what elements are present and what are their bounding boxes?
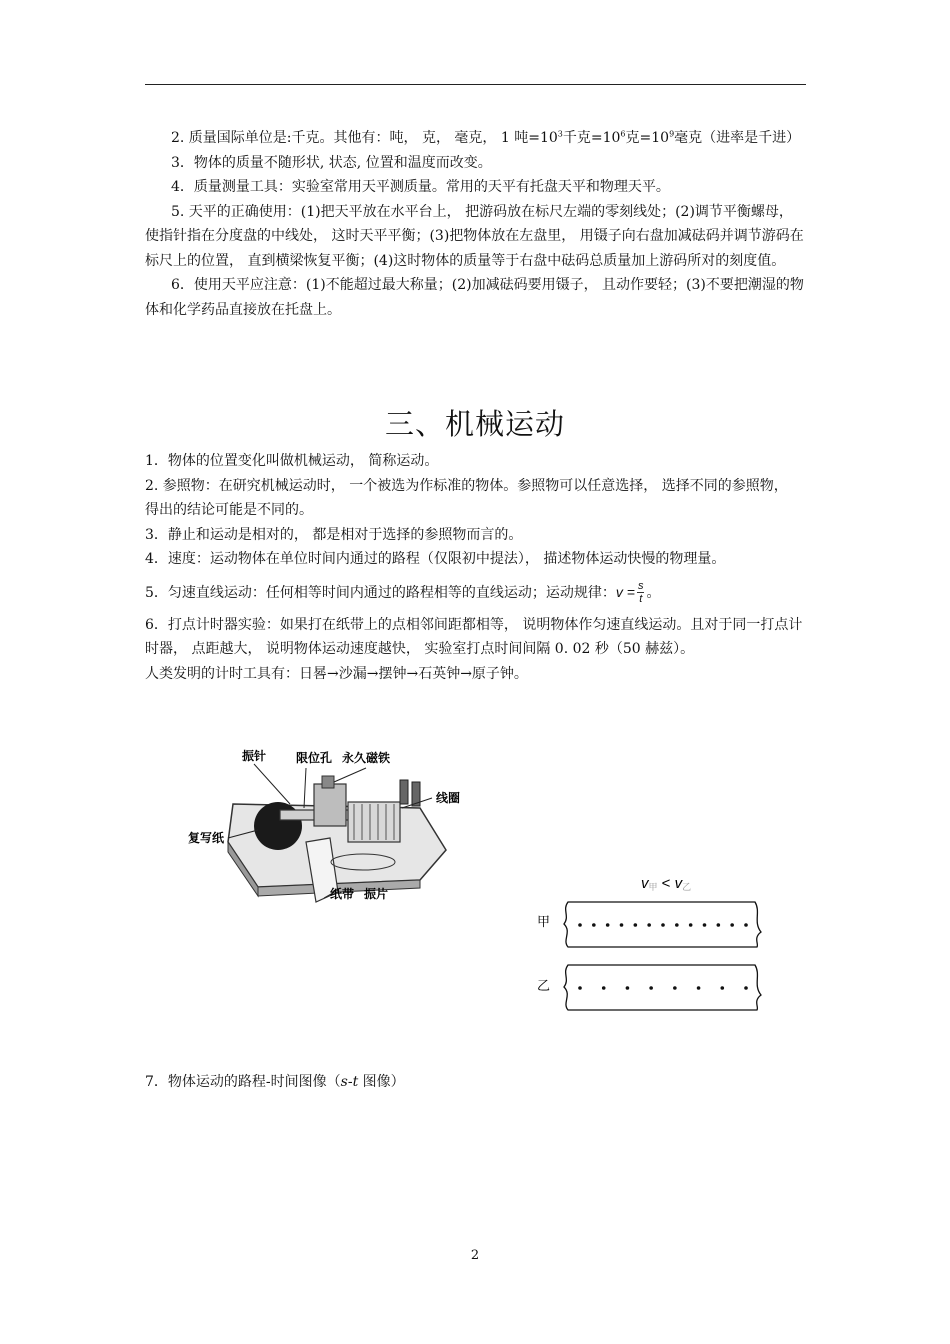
exp-9: 9 <box>669 129 675 139</box>
speed-relation <box>641 875 691 892</box>
relation-op: < <box>657 875 675 892</box>
st-graph-t: t <box>352 1074 359 1090</box>
tape-a-dot <box>730 923 734 927</box>
st-graph-s: s <box>340 1074 348 1090</box>
mass-units-text-a: 2. 质量国际单位是:千克。其他有：吨， 克， 毫克， 1 吨=10 <box>171 130 558 146</box>
label-vibrator: 振片 <box>364 887 389 901</box>
relation-v1: v <box>641 875 649 892</box>
para-balance-usage: 5. 天平的正确使用：(1)把天平放在水平台上， 把游码放在标尺左端的零刻线处；(2)调节平衡螺母， 使指针指在分度盘的中线处， 这时天平平衡；(3)把物体放在左盘里， 用镊子向右盘加减砝码并调节游码在标尺上的位置， 直到横梁恢复平衡；(4)这时物体的质量等于右盘中砝码总质量加上游码所对的刻度值。 <box>145 203 804 269</box>
mass-units-text-b: 千克=10 <box>562 130 621 146</box>
tape-a-dot <box>661 923 665 927</box>
tape-b-dot <box>602 986 606 990</box>
tape-a-dot <box>620 923 624 927</box>
label-limit-hole: 限位孔 <box>296 751 333 765</box>
tape-a-dot <box>647 923 651 927</box>
tape-a-dot <box>744 923 748 927</box>
formula-eq: = <box>622 583 635 600</box>
leader-needle <box>254 764 290 804</box>
para-uniform-motion <box>145 572 806 613</box>
para-mechanical-motion: 1．物体的位置变化叫做机械运动， 简称运动。 <box>145 453 439 469</box>
mass-section <box>145 126 806 322</box>
tape-a-dot <box>606 923 610 927</box>
formula-v: v <box>615 583 623 600</box>
tape-a-dot <box>675 923 679 927</box>
tape-b-dot <box>720 986 724 990</box>
label-magnet: 永久磁铁 <box>342 751 391 765</box>
relation-v2: v <box>674 875 683 892</box>
tape-a-dot <box>689 923 693 927</box>
relation-sub1: 甲 <box>648 882 658 892</box>
leader-magnet <box>334 768 366 782</box>
st-graph-end: 图像） <box>358 1074 405 1090</box>
para-speed: 4．速度：运动物体在单位时间内通过的路程（仅限初中提法）， 描述物体运动快慢的物理量。 <box>145 551 726 567</box>
ticker-timer-figure <box>188 742 468 912</box>
formula-denominator: t <box>639 593 643 605</box>
exp-6: 6 <box>620 129 626 139</box>
label-carbon-paper: 复写纸 <box>188 831 225 845</box>
tape-b-dot <box>673 986 677 990</box>
header-rule <box>145 84 806 85</box>
st-graph-text: 7．物体运动的路程-时间图像（ <box>145 1074 341 1090</box>
tape-b <box>564 965 761 1010</box>
exp-3: 3 <box>557 129 563 139</box>
uniform-motion-text: 5．匀速直线运动：任何相等时间内通过的路程相等的直线运动；运动规律： <box>145 584 616 601</box>
tape-a-dot <box>634 923 638 927</box>
tape-a-label: 甲 <box>537 915 551 930</box>
tape-b-dot <box>697 986 701 990</box>
label-tape: 纸带 <box>330 887 355 901</box>
para-balance-notes: 6．使用天平应注意：(1)不能超过最大称量；(2)加减砝码要用镊子， 且动作要轻；(3)不要把潮湿的物体和化学药品直接放在托盘上。 <box>145 277 804 318</box>
label-coil: 线圈 <box>436 791 461 805</box>
para-timing-tools: 人类发明的计时工具有：日晷→沙漏→摆钟→石英钟→原子钟。 <box>145 665 528 682</box>
tape-a-dot <box>717 923 721 927</box>
para-relative-motion: 3．静止和运动是相对的， 都是相对于选择的参照物而言的。 <box>145 526 523 543</box>
tape-a-dot <box>703 923 707 927</box>
tape-b-label: 乙 <box>537 979 551 994</box>
mass-units-text-d: 毫克（进率是千进） <box>674 130 801 146</box>
tape-comparison-figure <box>525 870 775 1020</box>
tape-b-dot <box>649 986 653 990</box>
tape-a-dot <box>578 923 582 927</box>
para-mass-units <box>145 126 806 151</box>
para-ticker-timer: 6．打点计时器实验：如果打在纸带上的点相邻间距都相等， 说明物体作匀速直线运动。且对于同一打点计时器， 点距越大， 说明物体运动速度越快， 实验室打点时间间隔 0. 02 秒（50 赫兹）。 <box>145 616 803 657</box>
terminal-1 <box>400 780 408 804</box>
formula-numerator: s <box>637 580 644 592</box>
st-graph-section <box>145 1070 806 1095</box>
label-needle: 振针 <box>242 749 267 763</box>
coil <box>348 802 400 842</box>
page-number: 2 <box>470 1248 480 1263</box>
tape-b-dot <box>744 986 748 990</box>
para-mass-tools: 4．质量测量工具：实验室常用天平测质量。常用的天平有托盘天平和物理天平。 <box>171 179 670 195</box>
para-mass-invariance: 3．物体的质量不随形状, 状态, 位置和温度而改变。 <box>171 154 492 171</box>
para-st-graph <box>145 1070 806 1095</box>
tape-b-dot <box>626 986 630 990</box>
st-graph-dash: - <box>347 1074 353 1090</box>
leader-limit-hole <box>304 768 306 808</box>
magnet-block <box>314 784 346 826</box>
carbon-paper-disc <box>254 802 302 850</box>
formula-fraction <box>637 580 645 605</box>
section-heading: 三、机械运动 <box>384 407 565 441</box>
relation-sub2: 乙 <box>682 882 692 892</box>
tape-a-dot <box>592 923 596 927</box>
tape-b-dot <box>578 986 582 990</box>
formula-end: 。 <box>646 584 661 601</box>
magnet-knob <box>322 776 334 788</box>
mass-units-text-c: 克=10 <box>625 130 670 146</box>
motion-section <box>145 449 806 686</box>
para-reference-object: 2. 参照物：在研究机械运动时， 一个被选为作标准的物体。参照物可以任意选择， 选择不同的参照物， 得出的结论可能是不同的。 <box>145 477 788 518</box>
